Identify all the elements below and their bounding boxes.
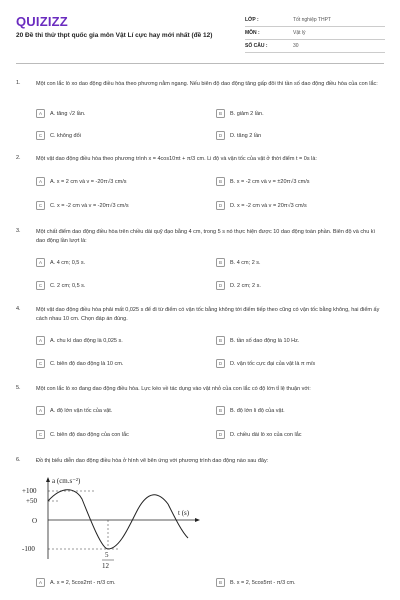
option-b[interactable] <box>216 335 299 346</box>
option-d[interactable] <box>216 280 261 291</box>
option-a[interactable] <box>36 577 116 588</box>
option-text: D. tăng 2 lần <box>230 132 262 139</box>
meta-key: MÔN : <box>245 30 260 36</box>
option-c[interactable] <box>36 280 85 291</box>
y-tick-minus100: -100 <box>22 545 35 553</box>
option-text: B. độ lớn li độ của vật. <box>230 407 285 414</box>
document-title: 20 Đề thi thử thpt quốc gia môn Vật Lí cực hay mới nhất (đề 12) <box>16 32 213 39</box>
meta-key: SỐ CÂU : <box>245 43 268 49</box>
option-a[interactable] <box>36 176 127 187</box>
option-text: A. chu kì dao động là 0,025 s. <box>50 337 123 344</box>
option-letter-box: D <box>216 281 225 290</box>
option-text: D. chiều dài lò xo của con lắc <box>230 431 302 438</box>
option-letter-box: B <box>216 578 225 587</box>
option-b[interactable] <box>216 176 310 187</box>
option-d[interactable] <box>216 130 261 141</box>
question-text: Một chất điểm dao động điều hòa trên chiều dài quỹ đạo bằng 4 cm, trong 5 s nó thực hiện được 10 dao động toàn phần. Biên độ và chu kì dao động lần lượt là: <box>36 229 376 244</box>
option-letter-box: C <box>36 430 45 439</box>
option-a[interactable] <box>36 257 85 268</box>
option-c[interactable] <box>36 130 81 141</box>
option-letter-box: D <box>216 131 225 140</box>
option-d[interactable] <box>216 358 315 369</box>
option-text: D. vận tốc cực đại của vật là π m/s <box>230 360 316 367</box>
option-text: A. độ lớn vận tốc của vật. <box>50 407 113 414</box>
option-text: A. tăng √2 lần. <box>50 110 86 117</box>
origin-label: O <box>32 517 38 525</box>
question-text: Một vật dao động điều hòa phải mất 0,025 s để đi từ điểm có vận tốc bằng không tới điểm tiếp theo cũng có vận tốc bằng không, hai điểm ấy cách nhau 10 cm. Chọn đáp án đúng. <box>36 307 380 322</box>
x-axis-arrow <box>195 518 200 522</box>
option-b[interactable] <box>216 108 264 119</box>
meta-row-count <box>245 40 385 53</box>
option-letter-box: B <box>216 109 225 118</box>
x-axis-label: t (s) <box>178 509 190 517</box>
option-letter-box: D <box>216 359 225 368</box>
option-text: B. 4 cm; 2 s. <box>230 259 261 266</box>
option-letter-box: C <box>36 201 45 210</box>
option-letter-box: B <box>216 177 225 186</box>
y-axis-arrow <box>46 477 50 482</box>
question-number: 3. <box>16 228 21 234</box>
meta-row-class <box>245 14 385 27</box>
quizizz-logo: QUIZIZZ <box>16 14 68 29</box>
x-tick-denominator: 12 <box>102 562 109 570</box>
option-c[interactable] <box>36 358 123 369</box>
option-letter-box: C <box>36 131 45 140</box>
option-letter-box: A <box>36 258 45 267</box>
y-tick-plus100: +100 <box>22 487 37 495</box>
option-a[interactable] <box>36 405 112 416</box>
option-letter-box: A <box>36 109 45 118</box>
acceleration-curve <box>48 490 188 549</box>
meta-value: Tốt nghiệp THPT <box>293 17 331 23</box>
option-b[interactable] <box>216 577 296 588</box>
option-text: D. 2 cm; 2 s. <box>230 282 261 289</box>
option-text: A. 4 cm; 0,5 s. <box>50 259 86 266</box>
option-text: A. x = 2, 5cos2πt - π/3 cm. <box>50 579 116 586</box>
option-letter-box: A <box>36 578 45 587</box>
option-letter-box: C <box>36 359 45 368</box>
option-d[interactable] <box>216 200 307 211</box>
option-letter-box: D <box>216 201 225 210</box>
option-text: A. x = 2 cm và v = -20π√3 cm/s <box>50 178 127 185</box>
x-tick-numerator: 5 <box>105 551 109 559</box>
option-letter-box: B <box>216 336 225 345</box>
option-text: C. không đổi <box>50 132 81 139</box>
option-c[interactable] <box>36 429 129 440</box>
option-text: B. x = -2 cm và v = ±20π√3 cm/s <box>230 178 310 185</box>
question-number: 2. <box>16 155 21 161</box>
option-letter-box: D <box>216 430 225 439</box>
meta-value: 30 <box>293 43 299 49</box>
option-text: C. biên độ dao động của con lắc <box>50 431 129 438</box>
option-text: B. giảm 2 lần. <box>230 110 264 117</box>
option-d[interactable] <box>216 429 302 440</box>
question-text: Một con lắc lò xo dao động điều hòa theo phương nằm ngang. Nếu biên độ dao động tăng gấp đôi thì tần số dao động điều hòa của con lắc: <box>36 81 378 87</box>
meta-row-subject <box>245 27 385 40</box>
meta-key: LỚP : <box>245 17 259 23</box>
option-a[interactable] <box>36 108 85 119</box>
question-number: 6. <box>16 457 21 463</box>
option-text: C. 2 cm; 0,5 s. <box>50 282 86 289</box>
y-axis-label: a (cm.s⁻²) <box>52 477 81 485</box>
option-letter-box: B <box>216 406 225 415</box>
question-number: 5. <box>16 385 21 391</box>
question-text: Một con lắc lò xo đang dao động điều hòa. Lực kéo về tác dụng vào vật nhỏ của con lắc có độ lớn tỉ lệ thuận với: <box>36 386 311 392</box>
option-letter-box: B <box>216 258 225 267</box>
option-letter-box: A <box>36 336 45 345</box>
question-text: Một vật dao động điều hòa theo phương trình x = 4cos10πt + π/3 cm. Li độ và vận tốc của vật ở thời điểm t = 0s là: <box>36 156 317 162</box>
option-b[interactable] <box>216 257 261 268</box>
question-number: 1. <box>16 80 21 86</box>
option-text: C. biên độ dao động là 10 cm. <box>50 360 124 367</box>
question-text: Đồ thị biểu diễn dao động điều hòa ở hình vẽ bên ứng với phương trình dao động nào sau đây: <box>36 458 269 464</box>
header-divider <box>16 63 384 64</box>
option-c[interactable] <box>36 200 129 211</box>
option-letter-box: C <box>36 281 45 290</box>
option-text: B. tần số dao động là 10 Hz. <box>230 337 300 344</box>
y-tick-plus50: +50 <box>26 497 37 505</box>
question-number: 4. <box>16 306 21 312</box>
option-text: C. x = -2 cm và v = -20π√3 cm/s <box>50 202 129 209</box>
option-text: B. x = 2, 5cos5πt - π/3 cm. <box>230 579 296 586</box>
option-text: D. x = -2 cm và v = 20π√3 cm/s <box>230 202 307 209</box>
oscillation-graph <box>20 474 220 574</box>
meta-table <box>245 14 385 53</box>
option-a[interactable] <box>36 335 123 346</box>
option-letter-box: A <box>36 406 45 415</box>
option-letter-box: A <box>36 177 45 186</box>
option-b[interactable] <box>216 405 285 416</box>
meta-value: Vật lý <box>293 30 306 36</box>
